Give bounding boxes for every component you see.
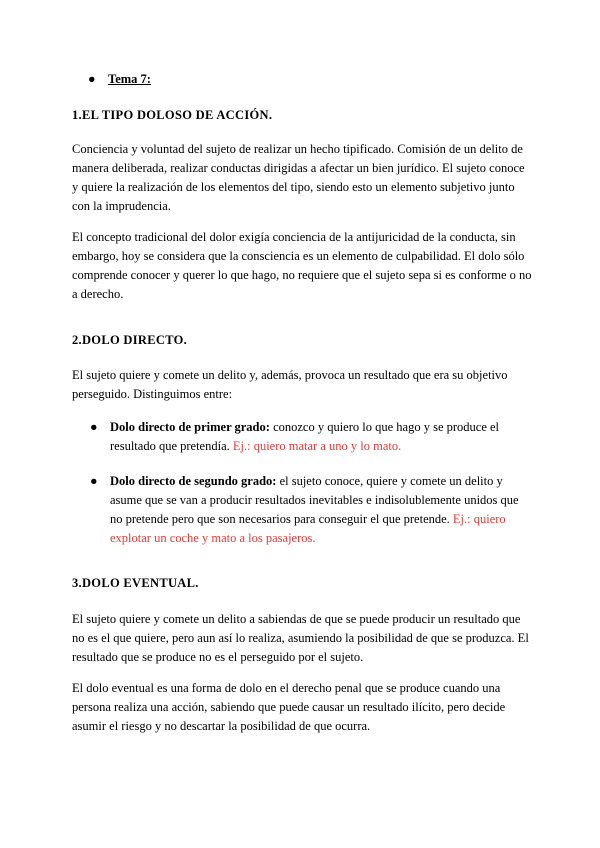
bullet-icon: ● xyxy=(90,474,98,488)
paragraph-tipo-doloso-2: El concepto tradicional del dolor exigía conciencia de la antijuricidad de la conducta, sin embargo, hoy se considera que la consciencia es un elemento de culpabilidad. El dolo sólo comprende conocer y querer lo que hago, no requiere que el sujeto sepa si es conforme o no a derecho. xyxy=(72,230,532,301)
bullet-segundo-grado xyxy=(90,472,530,548)
bullet-primer-grado xyxy=(90,418,530,456)
topic-title: Tema 7: xyxy=(108,72,151,86)
bullet-text: conozco y quiero lo que hago y se produce el resultado que pretendía. xyxy=(110,420,500,453)
example-text: Ej.: quiero matar a uno y lo mato. xyxy=(232,439,402,453)
bullet-icon: ● xyxy=(88,72,96,86)
heading-dolo-eventual: 3.DOLO EVENTUAL. xyxy=(72,576,199,590)
bullet-text: el sujeto conoce, quiere y comete un delito y asume que se van a producir resultados inevitables e indisolublemente unidos que no pretende pero que son necesarios para conseguir el que pretende. xyxy=(110,474,519,526)
bullet-title: Dolo directo de segundo grado: xyxy=(110,474,277,488)
bullet-title: Dolo directo de primer grado: xyxy=(110,420,270,434)
paragraph-dolo-eventual-2: El dolo eventual es una forma de dolo en el derecho penal que se produce cuando una persona realiza una acción, sabiendo que puede causar un resultado ilícito, pero decide asumir el riesgo y no descartar la posibilidad de que ocurra. xyxy=(72,681,506,733)
paragraph-tipo-doloso-1: Conciencia y voluntad del sujeto de realizar un hecho tipificado. Comisión de un delito de manera deliberada, realizar conductas dirigidas a afectar un bien jurídico. El sujeto conoce y quiere la realización de los elementos del tipo, siendo esto un elemento subjetivo junto con la imprudencia. xyxy=(72,142,525,213)
topic-bullet xyxy=(88,72,151,87)
bullet-icon: ● xyxy=(90,420,98,434)
example-text: Ej.: quiero explotar un coche y mato a los pasajeros. xyxy=(110,512,506,545)
heading-tipo-doloso: 1.EL TIPO DOLOSO DE ACCIÓN. xyxy=(72,108,273,122)
paragraph-dolo-directo: El sujeto quiere y comete un delito y, además, provoca un resultado que era su objetivo perseguido. Distinguimos entre: xyxy=(72,368,508,401)
heading-dolo-directo: 2.DOLO DIRECTO. xyxy=(72,333,188,347)
paragraph-dolo-eventual-1: El sujeto quiere y comete un delito a sabiendas de que se puede producir un resultado que no es el que quiere, pero aun así lo realiza, asumiendo la posibilidad de que se produzca. El resultado que se produce no es el perseguido por el sujeto. xyxy=(72,612,529,664)
